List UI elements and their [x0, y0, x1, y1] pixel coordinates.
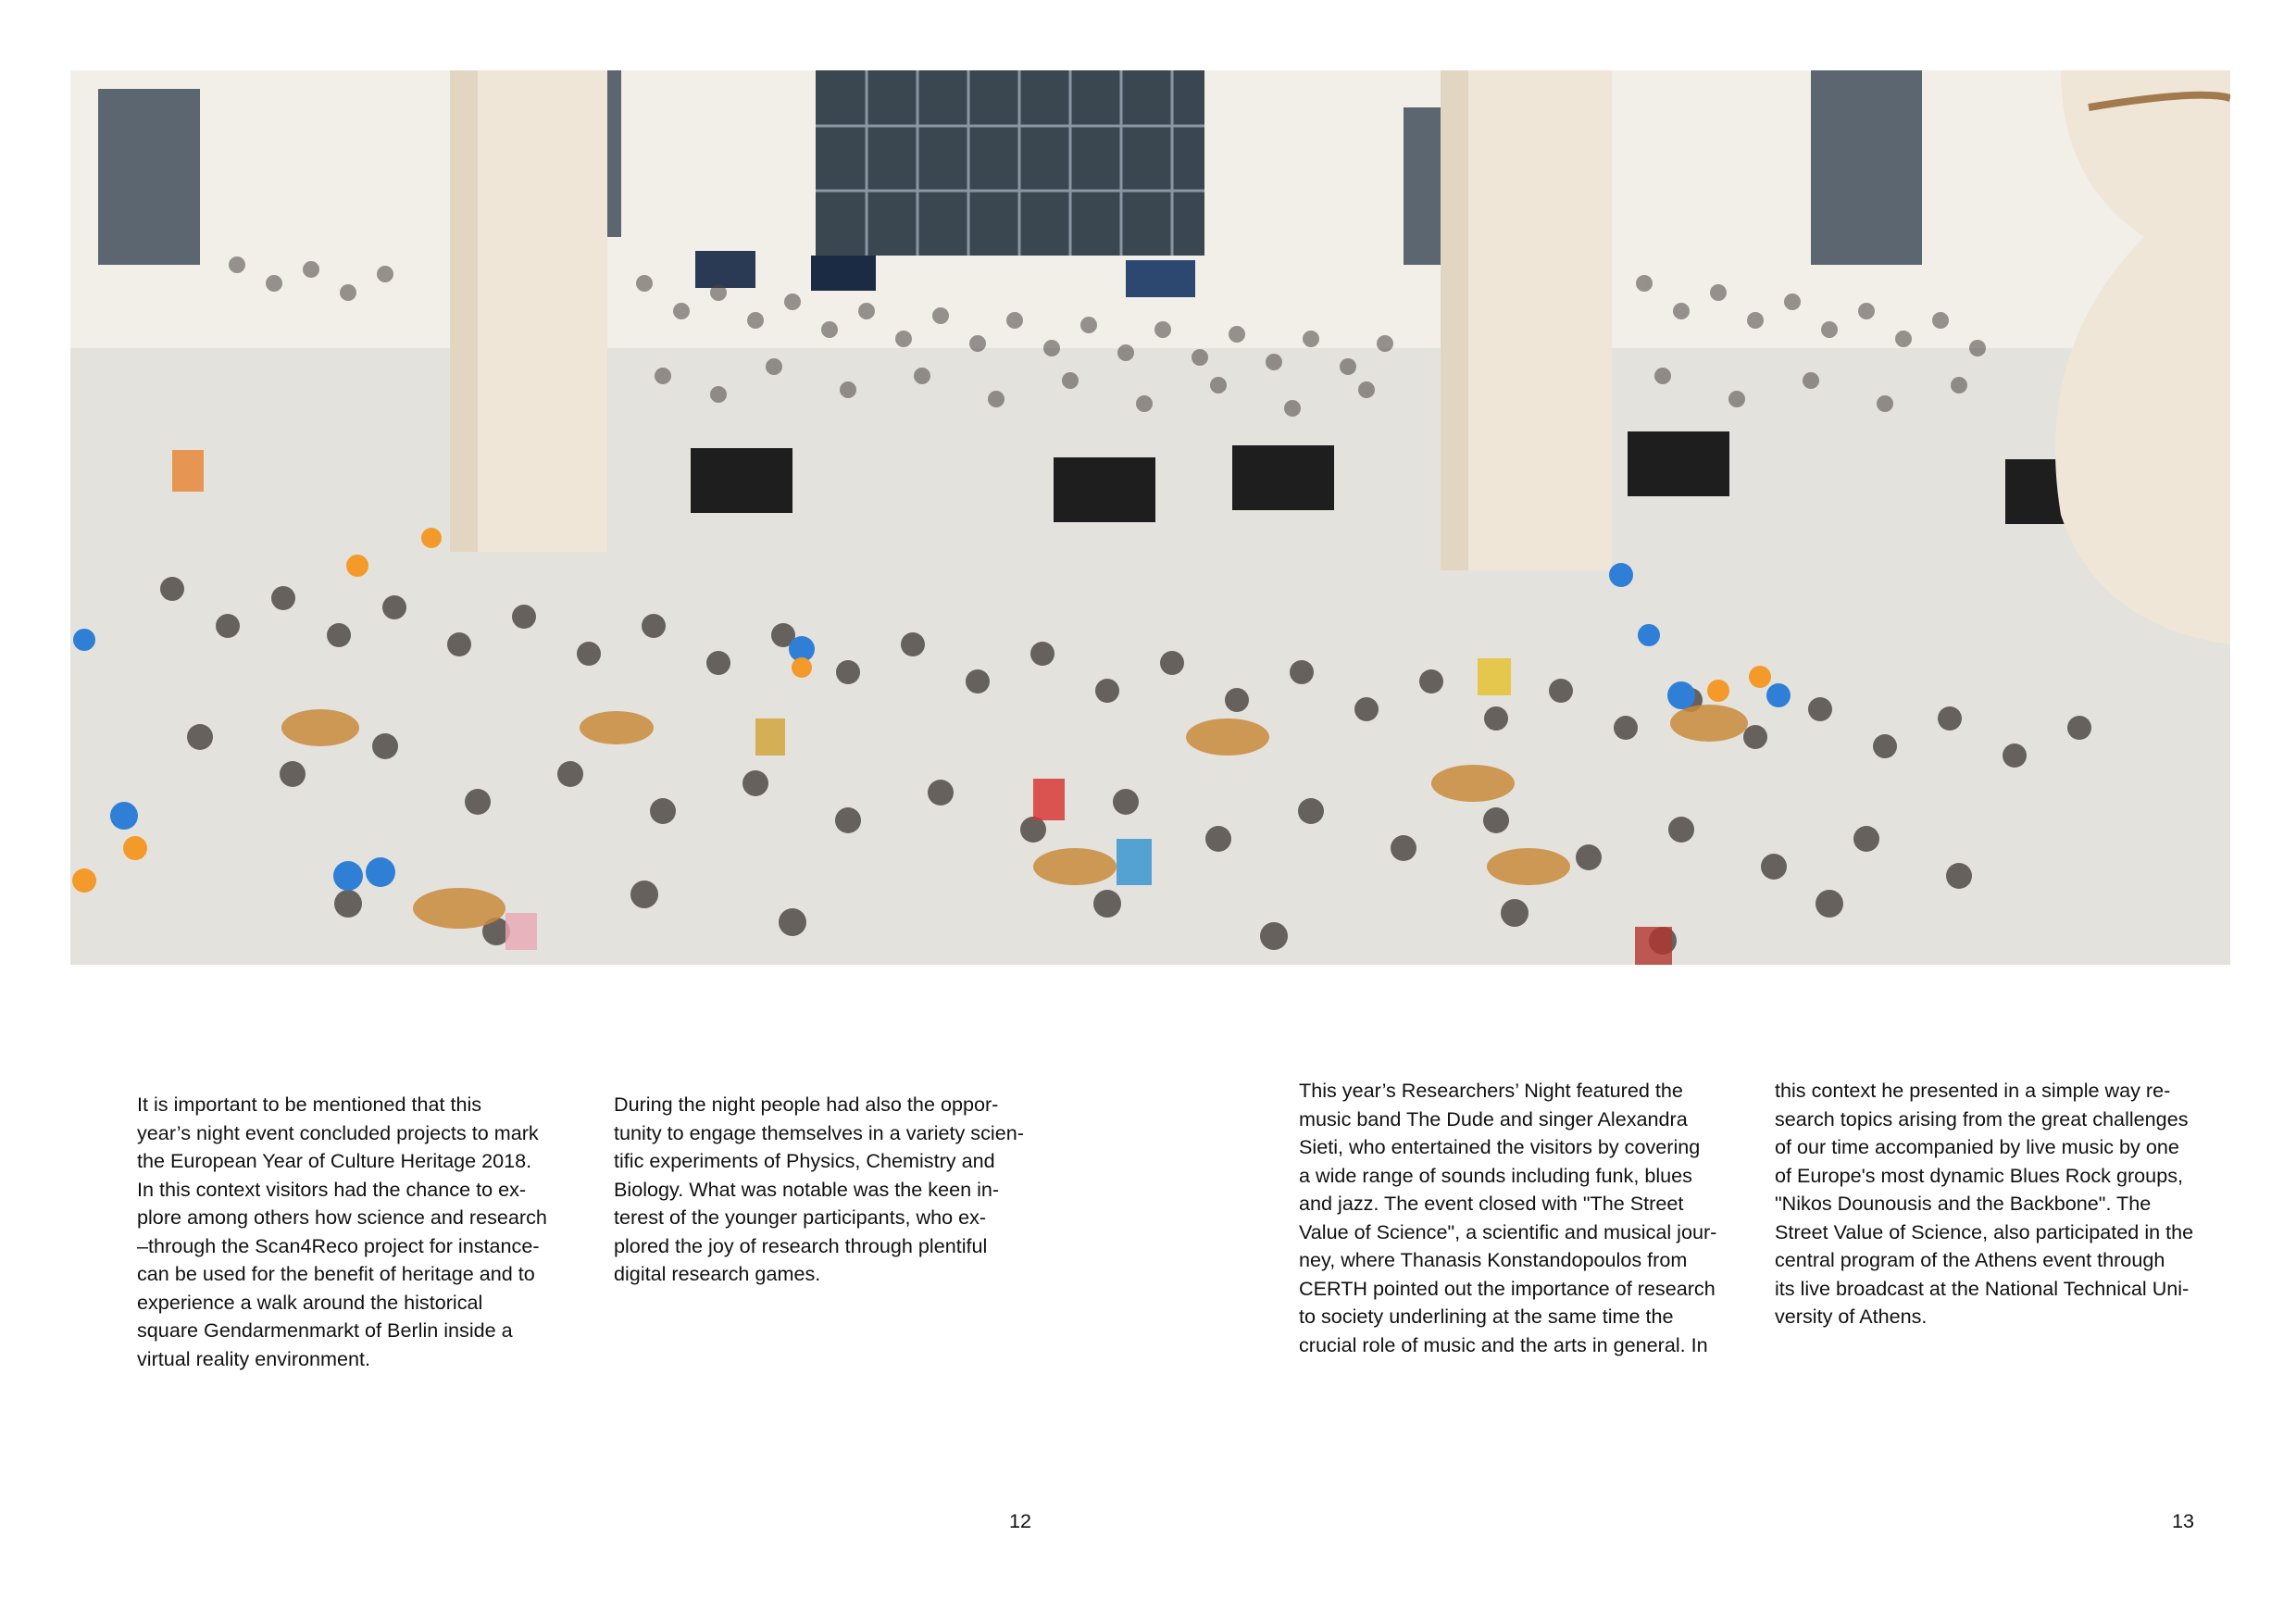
event-photo-illustration — [70, 70, 2230, 965]
left-page-column-1: It is important to be mentioned that this year’s night event concluded projects to mark the European Year of Culture Heritage 2018. In this context visitors had the chance to ex- plore among others how science and research –through the Scan4Reco project for instance- can be used for the benefit of heritage and to experience a walk around the historical square Gendarmenmarkt of Berlin inside a virtual reality environment. — [137, 1093, 547, 1370]
page-number-right: 13 — [2172, 1509, 2195, 1532]
right-page-column-1: This year’s Researchers’ Night featured the music band The Dude and singer Alexandra Sieti, who entertained the visitors by covering a wide range of sounds including funk, blues and jazz. The event closed with "The Street Value of Science", a scientific and musical jour- ney, where Thanasis Konstandopoulos from CERTH pointed out the importance of research to society underlining at the same time the crucial role of music and the arts in general. In — [1299, 1079, 1717, 1356]
page-number-left: 12 — [1009, 1509, 1032, 1532]
event-photo — [70, 70, 2230, 965]
right-page-column-2: this context he presented in a simple way re- search topics arising from the great challenges of our time accompanied by live music by one of Europe's most dynamic Blues Rock groups, "Nikos Dounousis and the Backbone". The Street Value of Science, also participated in the central program of the Athens event through its live broadcast at the National Technical Uni- versity of Athens. — [1775, 1079, 2194, 1328]
left-page-column-2: During the night people had also the oppor- tunity to engage themselves in a variety scien- tific experiments of Physics, Chemistry and Biology. What was notable was the keen in- terest of the younger participants, who ex- plored the joy of research through plentiful digital research games. — [614, 1093, 1024, 1285]
